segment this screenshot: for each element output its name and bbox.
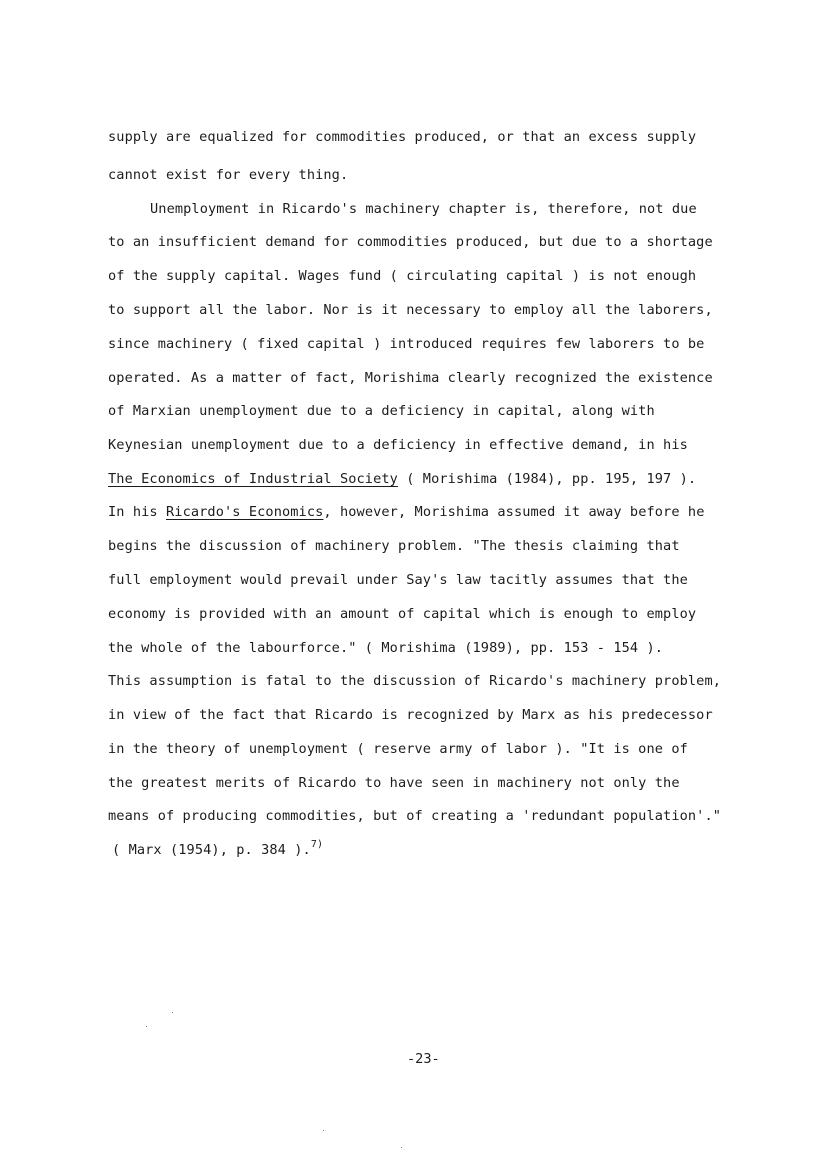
scan-speck <box>172 1012 173 1013</box>
text-line: in view of the fact that Ricardo is recognized by Marx as his predecessor <box>108 707 713 723</box>
text-line: of the supply capital. Wages fund ( circulating capital ) is not enough <box>108 268 697 284</box>
text-line: of Marxian unemployment due to a deficiency in capital, along with <box>108 403 655 419</box>
text-line: to support all the labor. Nor is it necessary to employ all the laborers, <box>108 302 713 318</box>
book-title-underlined: Ricardo's Economics <box>166 504 324 520</box>
text-span: ( Morishima (1984), pp. 195, 197 ). <box>397 471 697 487</box>
scan-speck <box>401 1147 402 1148</box>
text-line: operated. As a matter of fact, Morishima clearly recognized the existence <box>108 370 713 386</box>
text-line <box>108 503 704 521</box>
text-line: since machinery ( fixed capital ) introduced requires few laborers to be <box>108 336 705 352</box>
footnote-marker: 7) <box>310 839 324 850</box>
text-line <box>112 841 323 861</box>
book-title-underlined: The Economics of Industrial Society <box>108 471 398 487</box>
text-line: to an insufficient demand for commodities produced, but due to a shortage <box>108 234 713 250</box>
text-line: supply are equalized for commodities produced, or that an excess supply <box>108 129 697 145</box>
text-line: in the theory of unemployment ( reserve army of labor ). "It is one of <box>108 741 688 757</box>
text-line: begins the discussion of machinery problem. "The thesis claiming that <box>108 538 680 554</box>
page-number: -23- <box>407 1051 440 1067</box>
text-line: cannot exist for every thing. <box>108 167 349 183</box>
text-line: the whole of the labourforce." ( Morishima (1989), pp. 153 - 154 ). <box>108 640 664 656</box>
text-span: In his <box>108 504 166 520</box>
text-line: This assumption is fatal to the discussion of Ricardo's machinery problem, <box>108 673 722 689</box>
text-line: the greatest merits of Ricardo to have seen in machinery not only the <box>108 775 680 791</box>
text-line: means of producing commodities, but of creating a 'redundant population'." <box>108 808 722 824</box>
text-span: , however, Morishima assumed it away before he <box>323 504 705 520</box>
text-line: Keynesian unemployment due to a deficiency in effective demand, in his <box>108 437 688 453</box>
text-line: full employment would prevail under Say's law tacitly assumes that the <box>108 572 688 588</box>
scan-speck <box>323 1130 324 1131</box>
text-line: economy is provided with an amount of capital which is enough to employ <box>108 606 697 622</box>
text-line: Unemployment in Ricardo's machinery chapter is, therefore, not due <box>150 201 697 217</box>
scan-speck <box>146 1026 147 1027</box>
text-span: ( Marx (1954), p. 384 ). <box>112 842 311 858</box>
text-line <box>108 470 696 488</box>
